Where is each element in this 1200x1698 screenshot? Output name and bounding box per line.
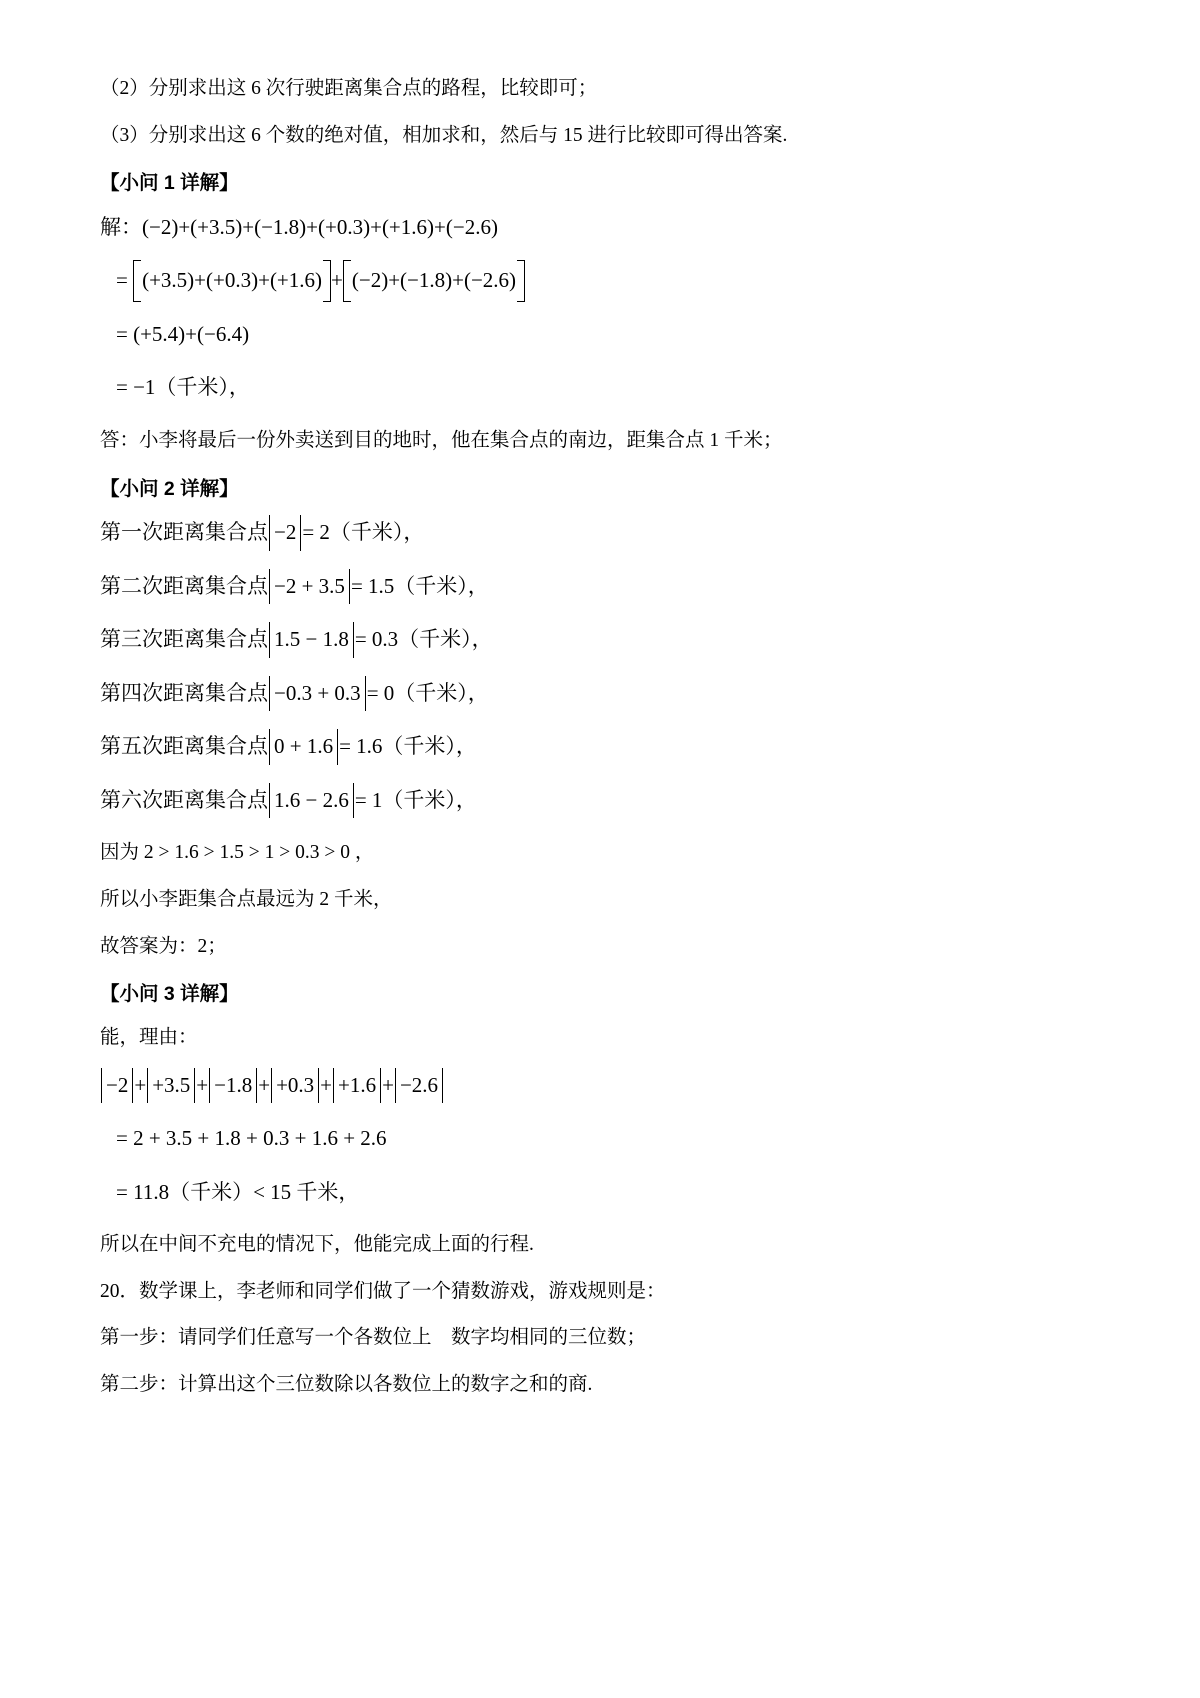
absolute-sum-step-2: = 11.8（千米）< 15 千米， [116,1179,360,1204]
distance-1-label: 第一次距离集合点 [100,520,268,545]
plus-sign-3: + [258,1072,271,1097]
absolute-value-4 [268,678,367,710]
solution-1-expression [100,212,1100,244]
plus-sign-1: + [134,1072,147,1097]
distance-3-label: 第三次距离集合点 [100,627,268,652]
absolute-term-2 [146,1070,196,1102]
absolute-value-2 [268,571,351,603]
question-20: 20．数学课上，李老师和同学们做了一个猜数游戏，游戏规则是： [100,1280,666,1302]
solution-1-sum: (−2)+(+3.5)+(−1.8)+(+0.3)+(+1.6)+(−2.6) [142,214,498,239]
negative-terms: (−2)+(−1.8)+(−2.6) [351,268,517,293]
absolute-term-5 [332,1070,382,1102]
absolute-value-3-inner: 1.5 − 1.8 [274,627,349,652]
absolute-sum-step-1: = 2 + 3.5 + 1.8 + 0.3 + 1.6 + 2.6 [116,1126,387,1151]
section-heading-2: 【小问 2 详解】 [100,477,239,500]
plus-sign: + [331,268,343,293]
comparison-statement: 因为 2 > 1.6 > 1.5 > 1 > 0.3 > 0 ， [100,842,375,864]
analysis-item-2: （2）分别求出这 6 次行驶距离集合点的路程，比较即可； [100,78,598,99]
absolute-value-6-inner: 1.6 − 2.6 [274,787,349,812]
absolute-value-1-inner: −2 [274,520,297,545]
absolute-term-2-inner: +3.5 [152,1072,191,1097]
distance-line-4 [100,678,1100,710]
absolute-term-5-inner: +1.6 [338,1072,377,1097]
distance-3-result: = 0.3（千米）， [354,627,493,652]
absolute-term-4-inner: +0.3 [276,1072,315,1097]
absolute-value-5-inner: 0 + 1.6 [274,734,334,759]
distance-5-result: = 1.6（千米）， [339,734,477,759]
absolute-value-2-inner: −2 + 3.5 [274,573,345,598]
section-heading-3: 【小问 3 详解】 [100,983,239,1006]
absolute-term-1 [100,1070,134,1102]
max-distance-statement: 所以小李距集合点最远为 2 千米， [100,888,393,910]
absolute-sum-expression [100,1070,1100,1102]
plus-sign-2: + [196,1072,209,1097]
absolute-term-1-inner: −2 [106,1072,129,1097]
distance-2-result: = 1.5（千米）， [350,573,489,598]
solution-label: 解： [100,214,142,239]
absolute-term-6-inner: −2.6 [399,1072,439,1097]
distance-4-result: = 0（千米）， [366,680,489,705]
plus-sign-5: + [382,1072,394,1097]
absolute-term-4 [270,1070,320,1102]
distance-line-2 [100,571,1100,603]
distance-line-5 [100,731,1100,763]
answer-1: 答：小李将最后一份外卖送到目的地时，他在集合点的南边，距集合点 1 千米； [100,429,783,451]
absolute-value-5 [268,731,339,763]
distance-1-result: = 2（千米）， [302,520,425,545]
section-heading-1: 【小问 1 详解】 [100,172,239,195]
distance-2-label: 第二次距离集合点 [100,573,268,598]
distance-4-label: 第四次距离集合点 [100,680,268,705]
solution-1-step-4: = −1（千米）， [116,375,250,400]
conclusion-3: 所以在中间不充电的情况下，他能完成上面的行程. [100,1234,534,1256]
solution-1-step-2 [100,265,1100,297]
equals-sign: = [116,268,128,293]
absolute-value-6 [268,785,355,817]
question-20-step-2: 第二步：计算出这个三位数除以各数位上的数字之和的商. [100,1374,593,1396]
absolute-value-3 [268,624,355,656]
absolute-value-1 [268,517,302,549]
absolute-term-3 [208,1070,258,1102]
question-20-step-1: 第一步：请同学们任意写一个各数位上 数字均相同的三位数； [100,1327,647,1349]
absolute-term-6 [394,1070,444,1102]
answer-2: 故答案为：2； [100,935,227,957]
solution-1-step-3: = (+5.4)+(−6.4) [116,321,250,346]
distance-5-label: 第五次距离集合点 [100,734,268,759]
plus-sign-4: + [320,1072,332,1097]
absolute-term-3-inner: −1.8 [214,1072,253,1097]
distance-6-label: 第六次距离集合点 [100,787,268,812]
positive-terms: (+3.5)+(+0.3)+(+1.6) [142,268,323,293]
bracket-group-negative [343,265,525,297]
analysis-item-3: （3）分别求出这 6 个数的绝对值，相加求和，然后与 15 进行比较即可得出答案. [100,124,788,146]
reason-intro: 能，理由： [100,1026,198,1048]
distance-6-result: = 1（千米）， [354,787,477,812]
distance-line-1 [100,517,1100,549]
distance-line-6 [100,785,1100,817]
distance-line-3 [100,624,1100,656]
absolute-value-4-inner: −0.3 + 0.3 [274,680,361,705]
document-body [100,74,1100,1417]
bracket-group-positive [133,265,331,297]
